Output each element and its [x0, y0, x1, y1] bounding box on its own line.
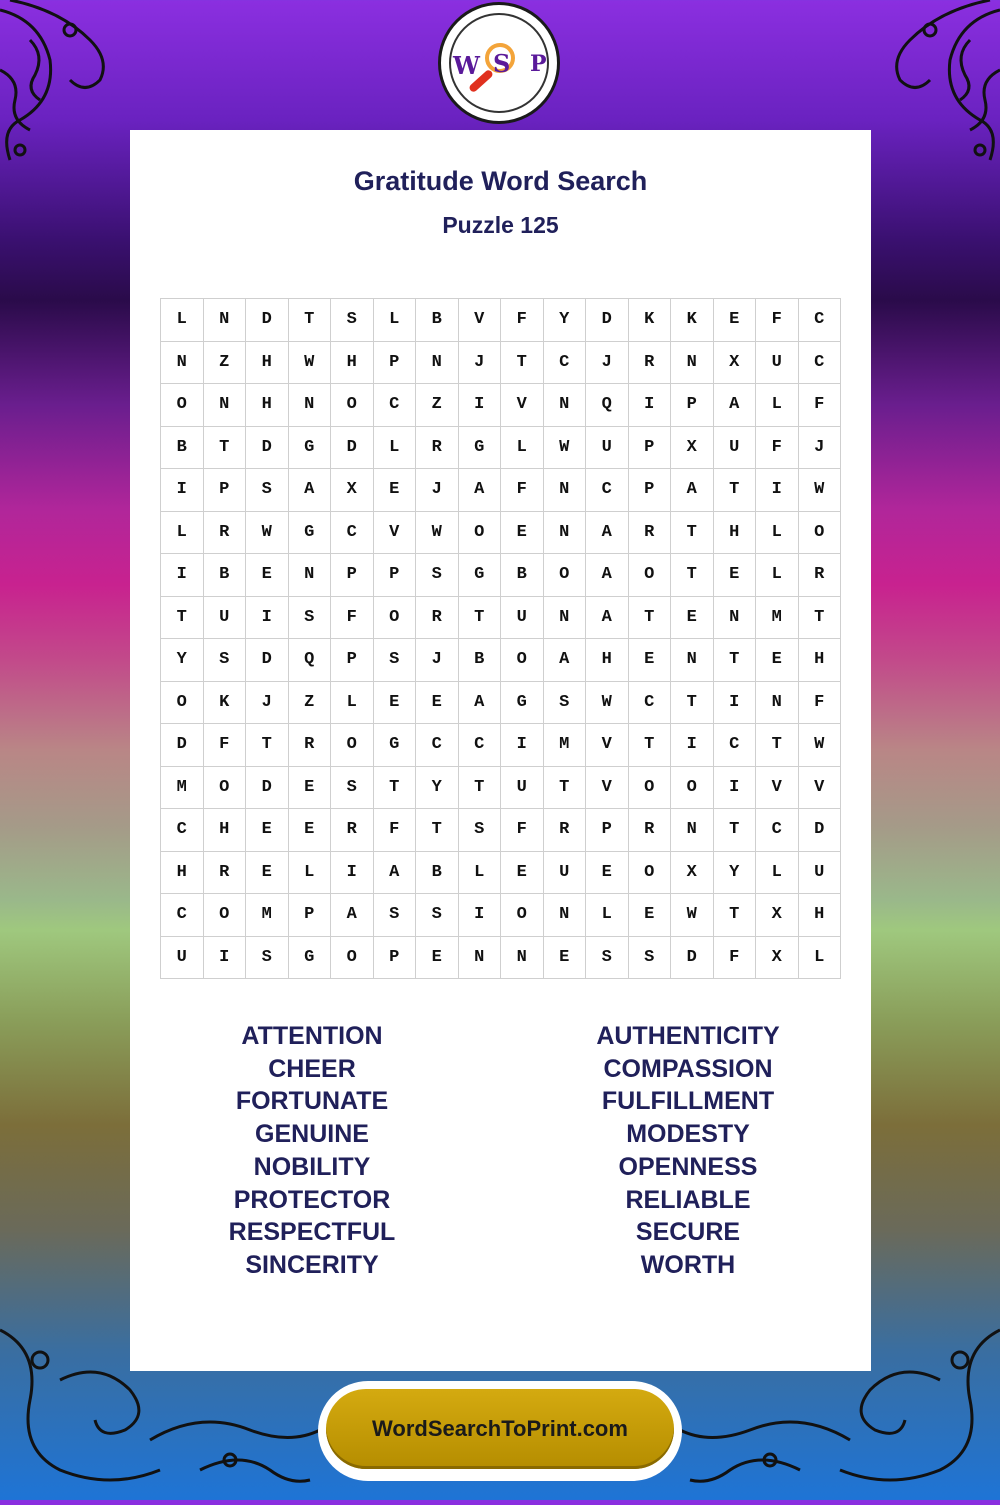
grid-cell: E [246, 852, 289, 895]
grid-cell: N [544, 469, 587, 512]
grid-cell: H [161, 852, 204, 895]
grid-cell: W [289, 342, 332, 385]
word-item: NOBILITY [253, 1152, 371, 1181]
word-item: MODESTY [626, 1120, 750, 1149]
grid-cell: N [714, 597, 757, 640]
grid-cell: T [246, 724, 289, 767]
grid-cell: J [799, 427, 842, 470]
grid-cell: X [756, 937, 799, 980]
grid-cell: T [629, 597, 672, 640]
grid-cell: G [289, 512, 332, 555]
grid-cell: E [501, 512, 544, 555]
grid-cell: T [799, 597, 842, 640]
grid-cell: W [799, 469, 842, 512]
grid-cell: D [246, 299, 289, 342]
grid-cell: U [756, 342, 799, 385]
grid-cell: L [459, 852, 502, 895]
grid-cell: A [586, 597, 629, 640]
corner-ornament-top-right [860, 0, 1000, 190]
grid-cell: V [459, 299, 502, 342]
grid-cell: L [161, 512, 204, 555]
word-item: RESPECTFUL [228, 1218, 396, 1247]
grid-cell: N [671, 809, 714, 852]
logo-letter-s: S [493, 49, 511, 78]
grid-cell: M [756, 597, 799, 640]
grid-cell: E [544, 937, 587, 980]
grid-cell: I [331, 852, 374, 895]
grid-cell: D [331, 427, 374, 470]
grid-cell: S [459, 809, 502, 852]
grid-cell: I [714, 767, 757, 810]
grid-cell: S [289, 597, 332, 640]
grid-cell: N [459, 937, 502, 980]
grid-cell: D [246, 427, 289, 470]
site-link-button[interactable] [318, 1381, 682, 1481]
grid-cell: U [161, 937, 204, 980]
grid-cell: B [416, 299, 459, 342]
grid-cell: A [459, 682, 502, 725]
grid-cell: R [416, 427, 459, 470]
grid-cell: S [331, 299, 374, 342]
grid-cell: S [416, 894, 459, 937]
grid-cell: O [501, 639, 544, 682]
grid-cell: P [204, 469, 247, 512]
grid-cell: L [501, 427, 544, 470]
grid-cell: T [671, 554, 714, 597]
grid-cell: Q [289, 639, 332, 682]
grid-cell: V [799, 767, 842, 810]
grid-cell: X [671, 852, 714, 895]
grid-cell: T [204, 427, 247, 470]
grid-cell: H [204, 809, 247, 852]
site-logo [438, 2, 560, 124]
grid-cell: G [459, 427, 502, 470]
word-list-right [528, 1020, 848, 1282]
grid-cell: T [714, 639, 757, 682]
grid-cell: N [671, 639, 714, 682]
grid-cell: H [799, 894, 842, 937]
grid-cell: R [544, 809, 587, 852]
puzzle-number: Puzzle 125 [442, 212, 559, 238]
grid-cell: R [629, 809, 672, 852]
grid-cell: V [586, 724, 629, 767]
grid-cell: L [756, 512, 799, 555]
grid-cell: K [671, 299, 714, 342]
grid-cell: W [799, 724, 842, 767]
grid-cell: F [501, 299, 544, 342]
grid-cell: F [374, 809, 417, 852]
grid-cell: H [799, 639, 842, 682]
grid-cell: C [799, 299, 842, 342]
grid-cell: J [416, 469, 459, 512]
word-item: WORTH [640, 1250, 736, 1279]
grid-cell: O [331, 937, 374, 980]
grid-cell: T [671, 682, 714, 725]
grid-cell: O [331, 724, 374, 767]
grid-cell: N [204, 384, 247, 427]
grid-cell: E [629, 639, 672, 682]
grid-cell: P [289, 894, 332, 937]
grid-cell: C [799, 342, 842, 385]
grid-cell: T [756, 724, 799, 767]
grid-cell: I [161, 554, 204, 597]
grid-cell: C [756, 809, 799, 852]
grid-cell: C [161, 894, 204, 937]
grid-cell: W [544, 427, 587, 470]
grid-cell: P [374, 937, 417, 980]
grid-cell: L [374, 299, 417, 342]
grid-cell: S [331, 767, 374, 810]
page-title: Gratitude Word Search [353, 166, 648, 196]
grid-cell: N [756, 682, 799, 725]
word-item: FULFILLMENT [601, 1087, 775, 1116]
grid-cell: A [586, 554, 629, 597]
grid-cell: F [204, 724, 247, 767]
grid-cell: I [204, 937, 247, 980]
grid-cell: W [246, 512, 289, 555]
grid-cell: R [289, 724, 332, 767]
grid-cell: T [501, 342, 544, 385]
grid-cell: T [459, 767, 502, 810]
word-item: GENUINE [255, 1120, 369, 1149]
grid-cell: J [246, 682, 289, 725]
grid-cell: Q [586, 384, 629, 427]
grid-cell: E [714, 554, 757, 597]
grid-cell: C [544, 342, 587, 385]
grid-cell: M [161, 767, 204, 810]
grid-cell: U [544, 852, 587, 895]
grid-cell: L [374, 427, 417, 470]
grid-cell: I [671, 724, 714, 767]
grid-cell: Y [544, 299, 587, 342]
grid-cell: N [289, 554, 332, 597]
grid-cell: R [416, 597, 459, 640]
puzzle-sheet [130, 130, 871, 1371]
grid-cell: E [714, 299, 757, 342]
word-list-left [152, 1020, 472, 1282]
grid-cell: P [331, 639, 374, 682]
grid-cell: E [374, 469, 417, 512]
letter-grid [160, 298, 841, 979]
grid-cell: Z [416, 384, 459, 427]
grid-cell: E [289, 809, 332, 852]
grid-cell: V [756, 767, 799, 810]
grid-cell: M [246, 894, 289, 937]
grid-cell: L [161, 299, 204, 342]
grid-cell: Y [714, 852, 757, 895]
grid-cell: V [374, 512, 417, 555]
grid-cell: I [459, 894, 502, 937]
grid-cell: O [331, 384, 374, 427]
grid-cell: T [459, 597, 502, 640]
grid-cell: M [544, 724, 587, 767]
grid-cell: S [629, 937, 672, 980]
grid-cell: S [544, 682, 587, 725]
grid-cell: H [246, 384, 289, 427]
grid-cell: O [161, 384, 204, 427]
grid-cell: L [756, 384, 799, 427]
grid-cell: O [544, 554, 587, 597]
grid-cell: A [586, 512, 629, 555]
grid-cell: T [714, 809, 757, 852]
grid-cell: E [246, 554, 289, 597]
grid-cell: P [374, 342, 417, 385]
grid-cell: I [459, 384, 502, 427]
grid-cell: L [586, 894, 629, 937]
grid-cell: X [714, 342, 757, 385]
grid-cell: E [416, 937, 459, 980]
grid-cell: F [799, 682, 842, 725]
grid-cell: T [671, 512, 714, 555]
grid-cell: T [629, 724, 672, 767]
grid-cell: H [586, 639, 629, 682]
grid-cell: D [671, 937, 714, 980]
grid-cell: R [629, 342, 672, 385]
word-item: RELIABLE [625, 1185, 751, 1214]
grid-cell: F [331, 597, 374, 640]
grid-cell: I [161, 469, 204, 512]
grid-cell: F [799, 384, 842, 427]
grid-cell: B [161, 427, 204, 470]
grid-cell: E [289, 767, 332, 810]
grid-cell: Y [161, 639, 204, 682]
grid-cell: C [714, 724, 757, 767]
grid-cell: N [161, 342, 204, 385]
grid-cell: S [204, 639, 247, 682]
grid-cell: W [671, 894, 714, 937]
grid-cell: G [501, 682, 544, 725]
grid-cell: N [204, 299, 247, 342]
grid-cell: H [246, 342, 289, 385]
grid-cell: C [459, 724, 502, 767]
grid-cell: P [629, 427, 672, 470]
grid-cell: I [714, 682, 757, 725]
word-item: CHEER [268, 1054, 356, 1083]
grid-cell: L [331, 682, 374, 725]
grid-cell: O [374, 597, 417, 640]
grid-cell: T [374, 767, 417, 810]
grid-cell: N [544, 894, 587, 937]
grid-cell: E [629, 894, 672, 937]
grid-cell: S [246, 937, 289, 980]
grid-cell: B [416, 852, 459, 895]
grid-cell: A [289, 469, 332, 512]
grid-cell: C [629, 682, 672, 725]
grid-cell: X [756, 894, 799, 937]
grid-cell: U [204, 597, 247, 640]
grid-cell: E [501, 852, 544, 895]
grid-cell: K [629, 299, 672, 342]
grid-cell: O [629, 554, 672, 597]
grid-cell: R [204, 512, 247, 555]
grid-cell: Z [289, 682, 332, 725]
grid-cell: I [501, 724, 544, 767]
grid-cell: L [799, 937, 842, 980]
grid-cell: N [416, 342, 459, 385]
grid-cell: O [671, 767, 714, 810]
grid-cell: F [714, 937, 757, 980]
grid-cell: O [204, 767, 247, 810]
grid-cell: O [799, 512, 842, 555]
word-item: SINCERITY [245, 1250, 379, 1279]
grid-cell: D [586, 299, 629, 342]
grid-cell: C [416, 724, 459, 767]
word-item: SECURE [635, 1218, 741, 1247]
grid-cell: T [161, 597, 204, 640]
grid-cell: I [756, 469, 799, 512]
site-link-inner [326, 1389, 674, 1469]
grid-cell: A [459, 469, 502, 512]
grid-cell: R [331, 809, 374, 852]
grid-cell: T [289, 299, 332, 342]
grid-cell: V [501, 384, 544, 427]
grid-cell: A [714, 384, 757, 427]
grid-cell: P [586, 809, 629, 852]
grid-cell: L [289, 852, 332, 895]
grid-cell: T [416, 809, 459, 852]
grid-cell: N [544, 512, 587, 555]
grid-cell: O [459, 512, 502, 555]
grid-cell: D [246, 767, 289, 810]
grid-cell: X [671, 427, 714, 470]
grid-cell: K [204, 682, 247, 725]
word-item: AUTHENTICITY [596, 1022, 780, 1050]
grid-cell: C [586, 469, 629, 512]
grid-cell: R [799, 554, 842, 597]
grid-cell: G [374, 724, 417, 767]
grid-cell: A [544, 639, 587, 682]
grid-cell: G [289, 427, 332, 470]
grid-cell: O [161, 682, 204, 725]
grid-cell: D [246, 639, 289, 682]
word-item: OPENNESS [618, 1152, 758, 1181]
grid-cell: S [374, 894, 417, 937]
grid-cell: N [501, 937, 544, 980]
grid-cell: O [501, 894, 544, 937]
grid-cell: P [331, 554, 374, 597]
grid-cell: U [501, 767, 544, 810]
grid-cell: D [799, 809, 842, 852]
word-item: PROTECTOR [233, 1185, 391, 1214]
grid-cell: B [204, 554, 247, 597]
grid-cell: S [416, 554, 459, 597]
grid-cell: F [501, 809, 544, 852]
grid-cell: Z [204, 342, 247, 385]
grid-cell: B [459, 639, 502, 682]
grid-cell: W [586, 682, 629, 725]
grid-cell: N [671, 342, 714, 385]
grid-cell: N [289, 384, 332, 427]
grid-cell: E [671, 597, 714, 640]
grid-cell: F [501, 469, 544, 512]
grid-cell: N [544, 597, 587, 640]
grid-cell: C [161, 809, 204, 852]
grid-cell: U [714, 427, 757, 470]
grid-cell: H [714, 512, 757, 555]
grid-cell: T [714, 894, 757, 937]
grid-cell: F [756, 427, 799, 470]
grid-cell: S [586, 937, 629, 980]
grid-cell: G [289, 937, 332, 980]
logo-letter-w: W [453, 51, 480, 80]
grid-cell: D [161, 724, 204, 767]
grid-cell: U [799, 852, 842, 895]
grid-cell: N [544, 384, 587, 427]
grid-cell: H [331, 342, 374, 385]
word-item: FORTUNATE [235, 1087, 389, 1116]
grid-cell: O [629, 767, 672, 810]
corner-ornament-top-left [0, 0, 140, 190]
grid-cell: O [204, 894, 247, 937]
grid-cell: C [374, 384, 417, 427]
grid-cell: O [629, 852, 672, 895]
grid-cell: T [544, 767, 587, 810]
grid-cell: E [756, 639, 799, 682]
grid-cell: T [714, 469, 757, 512]
logo-letter-p: P [530, 51, 547, 77]
grid-cell: B [501, 554, 544, 597]
grid-cell: J [459, 342, 502, 385]
grid-cell: G [459, 554, 502, 597]
grid-cell: A [671, 469, 714, 512]
grid-cell: J [586, 342, 629, 385]
grid-cell: J [416, 639, 459, 682]
grid-cell: E [416, 682, 459, 725]
grid-cell: C [331, 512, 374, 555]
grid-cell: U [586, 427, 629, 470]
grid-cell: W [416, 512, 459, 555]
grid-cell: E [246, 809, 289, 852]
grid-cell: I [246, 597, 289, 640]
grid-cell: P [671, 384, 714, 427]
site-url: WordSearchToPrint.com [372, 1416, 628, 1441]
grid-cell: I [629, 384, 672, 427]
grid-cell: E [374, 682, 417, 725]
word-item: COMPASSION [603, 1054, 773, 1083]
grid-cell: A [331, 894, 374, 937]
grid-cell: L [756, 852, 799, 895]
grid-cell: L [756, 554, 799, 597]
grid-cell: A [374, 852, 417, 895]
grid-cell: F [756, 299, 799, 342]
grid-cell: X [331, 469, 374, 512]
grid-cell: Y [416, 767, 459, 810]
grid-cell: U [501, 597, 544, 640]
grid-cell: S [374, 639, 417, 682]
grid-cell: R [629, 512, 672, 555]
grid-cell: V [586, 767, 629, 810]
grid-cell: R [204, 852, 247, 895]
word-item: ATTENTION [241, 1022, 383, 1050]
grid-cell: S [246, 469, 289, 512]
grid-cell: E [586, 852, 629, 895]
grid-cell: P [629, 469, 672, 512]
grid-cell: P [374, 554, 417, 597]
